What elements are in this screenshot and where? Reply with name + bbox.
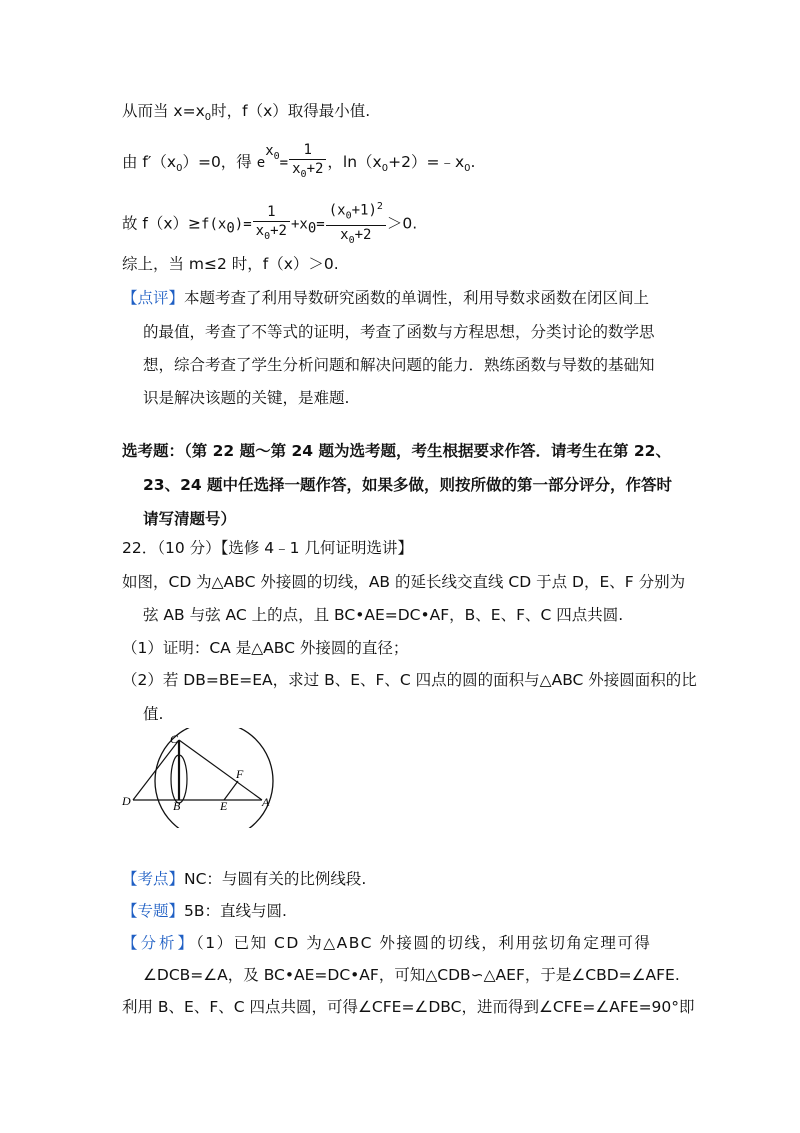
line-c-a bbox=[179, 740, 262, 800]
label-f: F bbox=[236, 767, 244, 781]
fenxi-line-2: ∠DCB=∠A，及 BC•AE=DC•AF，可知△CDB∽△AEF，于是∠CBD=∠AFE. bbox=[143, 966, 680, 984]
question-22-part-2-line-2: 值. bbox=[143, 705, 164, 723]
kaodian-line: 【考点】NC：与圆有关的比例线段. bbox=[122, 870, 367, 888]
line-e-f bbox=[224, 781, 238, 800]
review-line-2: 的最值，考查了不等式的证明，考查了函数与方程思想，分类讨论的数学思 bbox=[143, 323, 655, 341]
question-22-line-2: 弦 AB 与弦 AC 上的点，且 BC•AE=DC•AF，B、E、F、C 四点共圆. bbox=[143, 606, 624, 624]
section-line-2: 23、24 题中任选择一题作答，如果多做，则按所做的第一部分评分，作答时 bbox=[143, 476, 673, 494]
line-min-value: 从而当 $x=x_0$时，f（x）取得最小值. bbox=[122, 102, 371, 124]
line-inequality: 故 $f(x)\ge f(x_0)=$ $\frac{1}{x_0+2}$ $+x_0=$ $\frac{(x_0+1)^2}{x_0+2}$ ＞0. bbox=[122, 198, 417, 250]
fenxi-line-1: 【分析】（1）已知 CD 为△ABC 外接圆的切线，利用弦切角定理可得 bbox=[122, 934, 652, 952]
label-e: E bbox=[220, 799, 228, 813]
line-conclusion: 综上，当 m≤2 时，f（x）＞0. bbox=[122, 255, 339, 273]
zhuanti-label: 【专题】 bbox=[122, 902, 185, 920]
label-b: B bbox=[173, 799, 181, 813]
label-a: A bbox=[262, 795, 270, 809]
review-line-4: 识是解决该题的关键，是难题. bbox=[143, 389, 350, 407]
question-22-part-1: （1）证明：CA 是△ABC 外接圆的直径； bbox=[122, 639, 409, 657]
fraction-1-over-x0-plus-2: $\frac{1}{x_0+2}$ bbox=[289, 141, 326, 184]
label-c: C bbox=[170, 732, 179, 746]
review-line-3: 想，综合考查了学生分析问题和解决问题的能力．熟练函数与导数的基础知 bbox=[143, 356, 655, 374]
question-22-line-1: 如图，CD 为△ABC 外接圆的切线，AB 的延长线交直线 CD 于点 D，E、F 分别为 bbox=[122, 573, 686, 591]
section-line-1: 选考题：（第 22 题～第 24 题为选考题，考生根据要求作答．请考生在第 22、 bbox=[122, 442, 671, 460]
fenxi-line-3: 利用 B、E、F、C 四点共圆，可得∠CFE=∠DBC，进而得到∠CFE=∠AFE=90°即 bbox=[122, 998, 695, 1016]
kaodian-label: 【考点】 bbox=[122, 870, 185, 888]
review-line-1: 【点评】本题考查了利用导数研究函数的单调性，利用导数求函数在闭区间上 bbox=[122, 289, 650, 307]
question-22-part-2-line-1: （2）若 DB=BE=EA，求过 B、E、F、C 四点的圆的面积与△ABC 外接圆面积的比 bbox=[122, 671, 697, 689]
review-label: 【点评】 bbox=[122, 289, 185, 307]
zhuanti-line: 【专题】5B：直线与圆. bbox=[122, 902, 287, 920]
fraction-1-over-x0-plus-2: $\frac{1}{x_0+2}$ bbox=[253, 203, 290, 246]
line-derivative-zero: 由 $f'(x_0)=0$，得 $e^{x_0}=$ $\frac{1}{x_0+2}$ ，$\ln(x_0+2)=﹣x_0$. bbox=[122, 141, 475, 184]
fraction-squared: $\frac{(x_0+1)^2}{x_0+2}$ bbox=[326, 198, 386, 250]
geometry-figure bbox=[120, 728, 290, 828]
question-22-header: 22．（10 分）【选修 4﹣1 几何证明选讲】 bbox=[122, 539, 413, 557]
label-d: D bbox=[122, 794, 131, 808]
fenxi-label: 【分析】 bbox=[122, 934, 197, 952]
section-line-3: 请写清题号） bbox=[143, 510, 237, 528]
